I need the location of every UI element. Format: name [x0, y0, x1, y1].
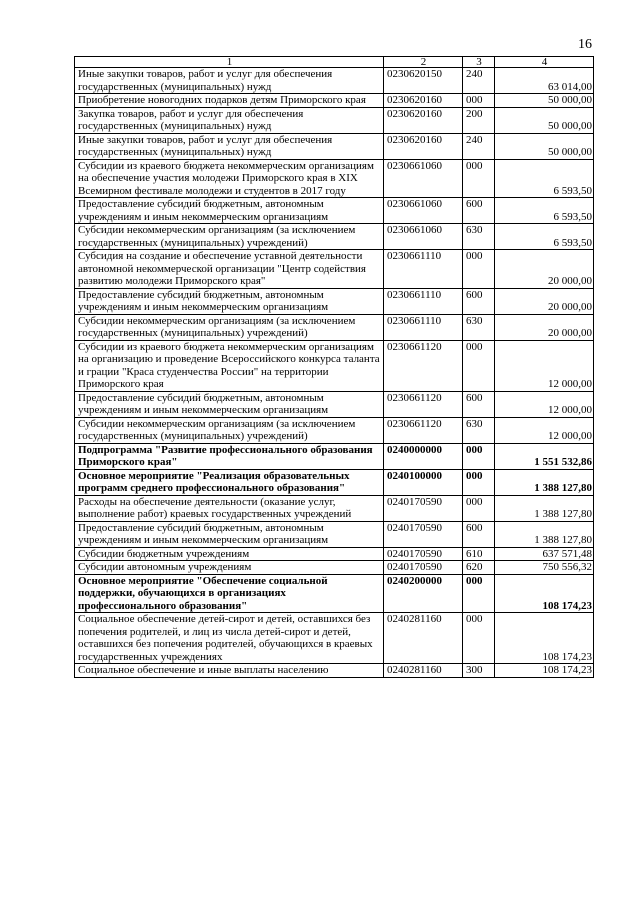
row-name-cell: Субсидия на создание и обеспечение уставной деятельности автономной некоммерческой организации "Центр содействия развитию молодежи Приморского края"	[75, 250, 384, 289]
row-amount-cell: 6 593,50	[495, 198, 594, 224]
row-amount-cell: 750 556,32	[495, 561, 594, 575]
row-amount-cell: 108 174,23	[495, 613, 594, 664]
table-row	[75, 224, 594, 250]
table-row	[75, 574, 594, 613]
budget-table	[74, 56, 594, 678]
row-name-cell: Социальное обеспечение детей-сирот и детей, оставшихся без попечения родителей, и лиц из числа детей-сирот и детей, оставшихся без попечения родителей, обучающихся в краевых государственных учреждениях	[75, 613, 384, 664]
header-cell-amount: 4	[495, 57, 594, 68]
row-amount-cell: 20 000,00	[495, 314, 594, 340]
row-name-cell: Основное мероприятие "Реализация образовательных программ среднего профессионального образования"	[75, 469, 384, 495]
row-amount-cell: 12 000,00	[495, 391, 594, 417]
table-row	[75, 417, 594, 443]
table-row	[75, 547, 594, 561]
table-row	[75, 495, 594, 521]
table-row	[75, 314, 594, 340]
row-type-cell: 000	[463, 250, 495, 289]
table-row	[75, 68, 594, 94]
table-row	[75, 443, 594, 469]
table-row	[75, 469, 594, 495]
row-amount-cell: 1 551 532,86	[495, 443, 594, 469]
row-amount-cell: 50 000,00	[495, 107, 594, 133]
row-code-cell: 0230620150	[384, 68, 463, 94]
table-row	[75, 391, 594, 417]
row-type-cell: 630	[463, 417, 495, 443]
row-name-cell: Субсидии бюджетным учреждениям	[75, 547, 384, 561]
row-code-cell: 0240170590	[384, 547, 463, 561]
row-type-cell: 240	[463, 68, 495, 94]
row-name-cell: Социальное обеспечение и иные выплаты населению	[75, 664, 384, 678]
row-type-cell: 000	[463, 94, 495, 108]
table-row	[75, 664, 594, 678]
row-code-cell: 0230620160	[384, 107, 463, 133]
row-type-cell: 630	[463, 224, 495, 250]
row-type-cell: 610	[463, 547, 495, 561]
row-type-cell: 620	[463, 561, 495, 575]
row-amount-cell: 50 000,00	[495, 94, 594, 108]
row-amount-cell: 108 174,23	[495, 574, 594, 613]
row-type-cell: 000	[463, 340, 495, 391]
header-cell-name: 1	[75, 57, 384, 68]
row-amount-cell: 108 174,23	[495, 664, 594, 678]
header-cell-type: 3	[463, 57, 495, 68]
row-code-cell: 0240100000	[384, 469, 463, 495]
row-type-cell: 000	[463, 495, 495, 521]
row-code-cell: 0240000000	[384, 443, 463, 469]
row-type-cell: 600	[463, 288, 495, 314]
row-amount-cell: 63 014,00	[495, 68, 594, 94]
row-code-cell: 0240170590	[384, 495, 463, 521]
row-code-cell: 0230661120	[384, 391, 463, 417]
table-row	[75, 159, 594, 198]
table-row	[75, 107, 594, 133]
table-row	[75, 561, 594, 575]
table-row	[75, 288, 594, 314]
row-amount-cell: 6 593,50	[495, 224, 594, 250]
row-amount-cell: 1 388 127,80	[495, 495, 594, 521]
row-name-cell: Закупка товаров, работ и услуг для обеспечения государственных (муниципальных) нужд	[75, 107, 384, 133]
row-code-cell: 0240170590	[384, 561, 463, 575]
row-type-cell: 200	[463, 107, 495, 133]
row-type-cell: 000	[463, 469, 495, 495]
row-type-cell: 300	[463, 664, 495, 678]
row-type-cell: 240	[463, 133, 495, 159]
row-name-cell: Субсидии некоммерческим организациям (за исключением государственных (муниципальных) учреждений)	[75, 417, 384, 443]
row-code-cell: 0230620160	[384, 94, 463, 108]
table-row	[75, 613, 594, 664]
row-code-cell: 0230661060	[384, 224, 463, 250]
row-code-cell: 0240200000	[384, 574, 463, 613]
row-name-cell: Предоставление субсидий бюджетным, автономным учреждениям и иным некоммерческим организациям	[75, 198, 384, 224]
row-code-cell: 0230620160	[384, 133, 463, 159]
row-code-cell: 0230661120	[384, 340, 463, 391]
row-amount-cell: 1 388 127,80	[495, 469, 594, 495]
row-name-cell: Предоставление субсидий бюджетным, автономным учреждениям и иным некоммерческим организациям	[75, 521, 384, 547]
row-name-cell: Субсидии из краевого бюджета некоммерческим организациям на организацию и проведение Всероссийского конкурса таланта и грации "Краса студенчества России" на территории Приморского края	[75, 340, 384, 391]
header-row	[75, 57, 594, 68]
row-type-cell: 000	[463, 159, 495, 198]
page-number: 16	[578, 37, 592, 52]
row-amount-cell: 12 000,00	[495, 340, 594, 391]
table-row	[75, 340, 594, 391]
row-amount-cell: 12 000,00	[495, 417, 594, 443]
row-code-cell: 0230661060	[384, 159, 463, 198]
row-type-cell: 600	[463, 198, 495, 224]
row-code-cell: 0230661120	[384, 417, 463, 443]
row-type-cell: 600	[463, 391, 495, 417]
row-name-cell: Субсидии автономным учреждениям	[75, 561, 384, 575]
row-type-cell: 000	[463, 574, 495, 613]
row-amount-cell: 637 571,48	[495, 547, 594, 561]
row-name-cell: Предоставление субсидий бюджетным, автономным учреждениям и иным некоммерческим организациям	[75, 288, 384, 314]
row-type-cell: 600	[463, 521, 495, 547]
row-code-cell: 0240281160	[384, 664, 463, 678]
row-amount-cell: 6 593,50	[495, 159, 594, 198]
row-amount-cell: 50 000,00	[495, 133, 594, 159]
table-row	[75, 521, 594, 547]
row-amount-cell: 1 388 127,80	[495, 521, 594, 547]
row-name-cell: Иные закупки товаров, работ и услуг для обеспечения государственных (муниципальных) нужд	[75, 68, 384, 94]
row-type-cell: 000	[463, 613, 495, 664]
row-code-cell: 0230661060	[384, 198, 463, 224]
table-body	[75, 57, 594, 678]
row-name-cell: Основное мероприятие "Обеспечение социальной поддержки, обучающихся в организациях профессионального образования"	[75, 574, 384, 613]
row-type-cell: 000	[463, 443, 495, 469]
row-name-cell: Приобретение новогодних подарков детям Приморского края	[75, 94, 384, 108]
row-name-cell: Предоставление субсидий бюджетным, автономным учреждениям и иным некоммерческим организациям	[75, 391, 384, 417]
header-cell-code: 2	[384, 57, 463, 68]
row-code-cell: 0230661110	[384, 314, 463, 340]
table-row	[75, 198, 594, 224]
row-name-cell: Субсидии некоммерческим организациям (за исключением государственных (муниципальных) учреждений)	[75, 314, 384, 340]
row-amount-cell: 20 000,00	[495, 288, 594, 314]
row-code-cell: 0230661110	[384, 250, 463, 289]
row-name-cell: Расходы на обеспечение деятельности (оказание услуг, выполнение работ) краевых государственных учреждений	[75, 495, 384, 521]
row-code-cell: 0240281160	[384, 613, 463, 664]
table-row	[75, 94, 594, 108]
row-name-cell: Субсидии из краевого бюджета некоммерческим организациям на обеспечение участия молодежи Приморского края в XIX Всемирном фестивале молодежи и студентов в 2017 году	[75, 159, 384, 198]
table-row	[75, 250, 594, 289]
table-row	[75, 133, 594, 159]
row-name-cell: Подпрограмма "Развитие профессионального образования Приморского края"	[75, 443, 384, 469]
row-name-cell: Иные закупки товаров, работ и услуг для обеспечения государственных (муниципальных) нужд	[75, 133, 384, 159]
row-amount-cell: 20 000,00	[495, 250, 594, 289]
row-name-cell: Субсидии некоммерческим организациям (за исключением государственных (муниципальных) учреждений)	[75, 224, 384, 250]
row-code-cell: 0230661110	[384, 288, 463, 314]
row-type-cell: 630	[463, 314, 495, 340]
row-code-cell: 0240170590	[384, 521, 463, 547]
